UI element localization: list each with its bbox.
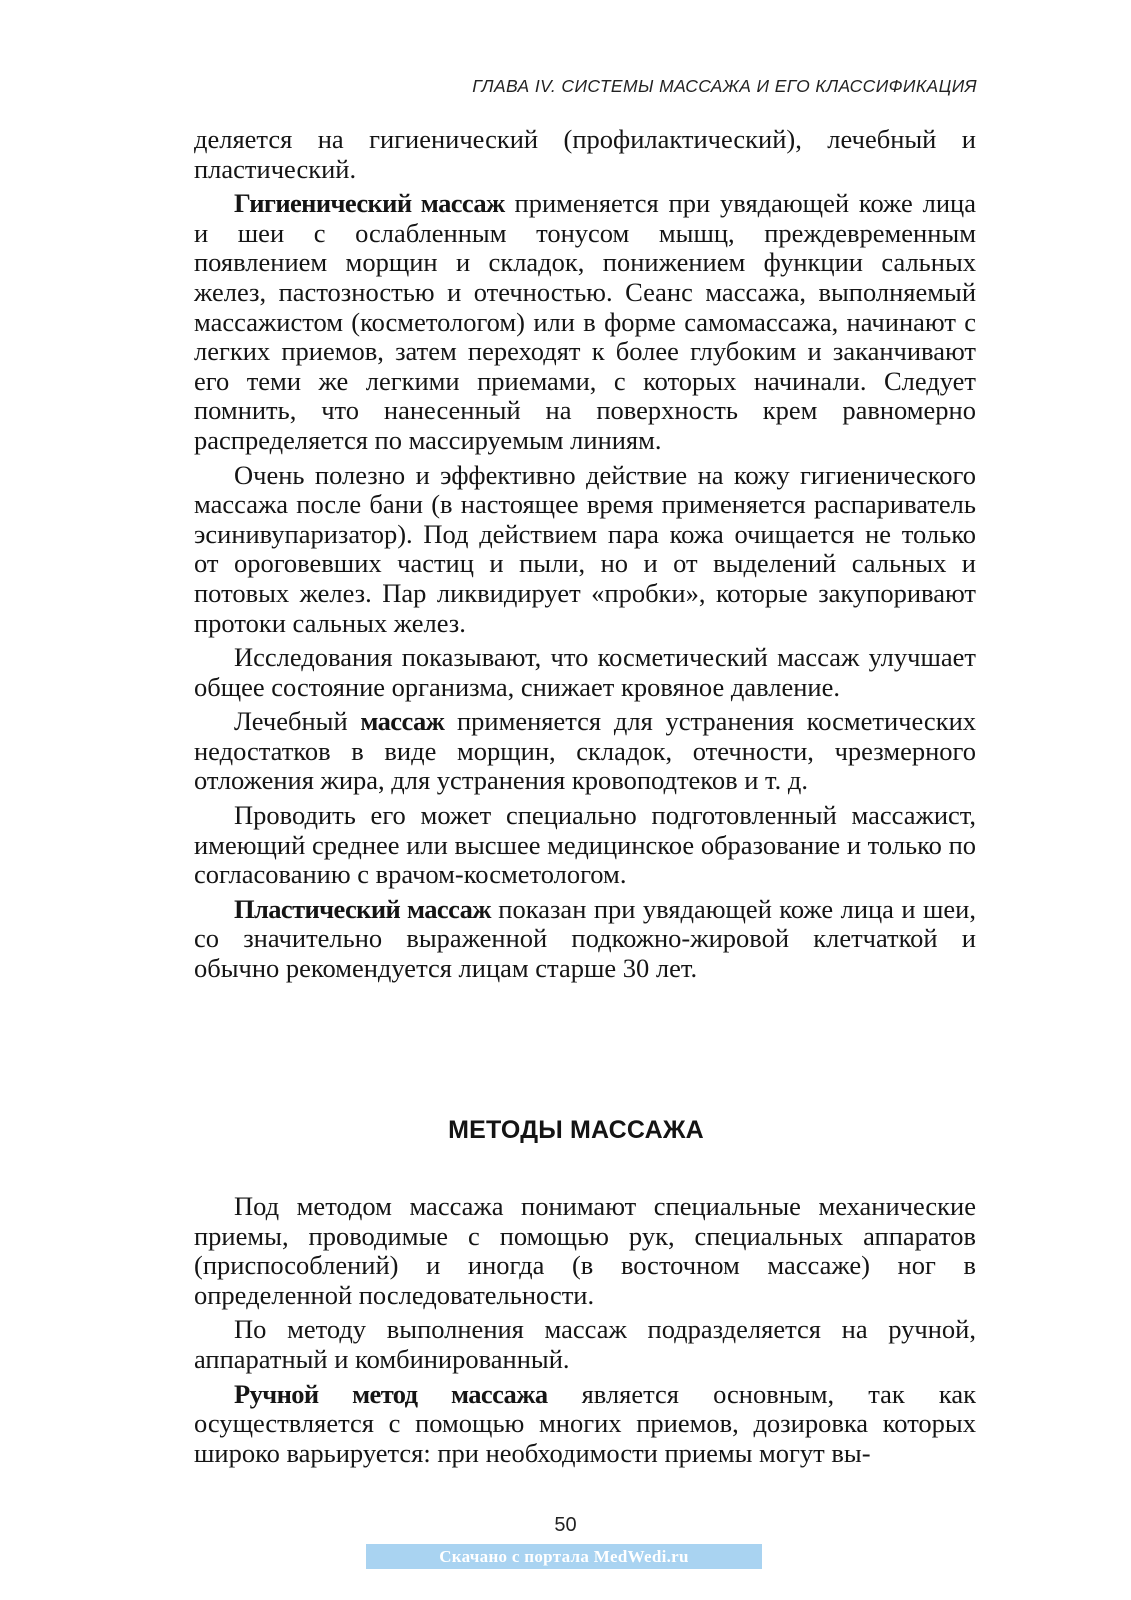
paragraph-text: Проводить его может специально подготовленный массажист, имеющий среднее или высшее медицинское образование и только по согласованию с врачом-косметологом.: [194, 800, 976, 890]
paragraph-text: Под методом массажа понимают специальные механические приемы, проводимые с помощью рук, специальных аппаратов (приспособлений) и иногда (в восточном массаже) ног в определенной последовательности.: [194, 1191, 976, 1310]
paragraph-specialist: [194, 801, 976, 890]
body-text-bottom: [194, 1192, 976, 1473]
watermark-text: Скачано с портала MedWedi.ru: [439, 1547, 689, 1566]
page-number: 50: [554, 1514, 577, 1536]
paragraph-hygienic-massage: [194, 189, 976, 455]
paragraph-research: [194, 643, 976, 702]
paragraph-text: По методу выполнения массаж подразделяется на ручной, аппаратный и комбинированный.: [194, 1314, 976, 1374]
paragraph-manual-method: [194, 1380, 976, 1469]
section-heading: МЕТОДЫ МАССАЖА: [448, 1116, 704, 1144]
paragraph-steam-bath: [194, 461, 976, 639]
paragraph-text: Очень полезно и эффективно действие на кожу гигиенического массажа после бани (в настоящее время применяется распариватель эсинивупаризатор). Под действием пара кожа очищается не только от ороговевших частиц и пыли, но и от выделений сальных и потовых желез. Пар ликвидирует «пробки», которые закупоривают протоки сальных желез.: [194, 459, 976, 638]
term-massage: массаж: [360, 706, 445, 737]
paragraph-text: Исследования показывают, что косметический массаж улучшает общее состояние организма, снижает кровяное давление.: [194, 642, 976, 702]
paragraph-method-definition: [194, 1192, 976, 1310]
paragraph-lead: Лечебный: [234, 706, 361, 737]
paragraph-therapeutic-massage: [194, 707, 976, 796]
paragraph-plastic-massage: [194, 895, 976, 984]
download-watermark[interactable]: [366, 1544, 762, 1569]
paragraph-text: показан при увядающей коже лица и шеи, со значительно выраженной подкожно-жировой клетчаткой и обычно рекомендуется лицам старше 30 лет.: [194, 893, 976, 984]
paragraph-continuation: [194, 125, 976, 184]
paragraph-text: деляется на гигиенический (профилактический), лечебный и пластический.: [194, 124, 976, 184]
paragraph-text: применяется при увядающей коже лица и шеи с ослабленным тонусом мышц, преждевременным появлением морщин и складок, понижением функции сальных желез, пастозностью и отечностью. Сеанс массажа, выполняемый массажистом (косметологом) или в форме самомассажа, начинают с легких приемов, затем переходят к более глубоким и заканчивают его теми же легкими приемами, с которых начинали. Следует помнить, что нанесенный на поверхность крем равномерно распределяется по массируемым линиям.: [194, 188, 976, 455]
paragraph-text: применяется для устранения косметических недостатков в виде морщин, складок, отечности, чрезмерного отложения жира, для устранения кровоподтеков и т. д.: [194, 706, 976, 796]
paragraph-method-types: [194, 1315, 976, 1374]
term-manual-method: Ручной метод массажа: [234, 1378, 548, 1409]
term-hygienic-massage: Гигиенический массаж: [234, 188, 505, 219]
term-plastic-massage: Пластический массаж: [234, 893, 491, 924]
paragraph-text: является основным, так как осуществляется с помощью многих приемов, дозировка которых широко варьируется: при необходимости приемы могут вы-: [194, 1378, 976, 1468]
body-text-top: [194, 125, 976, 989]
running-head: ГЛАВА IV. СИСТЕМЫ МАССАЖА И ЕГО КЛАССИФИКАЦИЯ: [472, 76, 977, 96]
